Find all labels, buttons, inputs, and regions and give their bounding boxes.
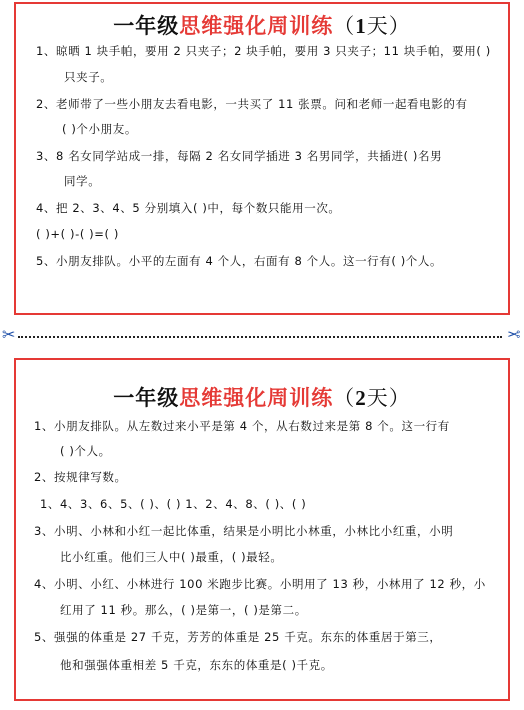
question-2-line-2: ( )个小朋友。 [62, 122, 137, 136]
title-grade: 一年级 [113, 14, 180, 38]
question-1-line-2: 只夹子。 [64, 70, 113, 84]
title-day-number: 2 [355, 386, 367, 410]
question-2-line-1: 2、老师带了一些小朋友去看电影，一共买了 11 张票。问和老师一起看电影的有 [36, 97, 468, 111]
question-1-line-1: 1、晾晒 1 块手帕，要用 2 只夹子；2 块手帕，要用 3 只夹子；11 块手帕，要用( ) [36, 44, 491, 58]
question-4-line-1: 4、把 2、3、4、5 分别填入( )中，每个数只能用一次。 [36, 201, 341, 215]
question-4-line-2: 红用了 11 秒。那么，( )是第一，( )是第二。 [60, 603, 307, 617]
scissors-icon-right: ✂ [506, 325, 520, 344]
title-day-close: 天） [366, 14, 411, 38]
scissors-icon-left: ✂ [2, 325, 16, 344]
question-4-line-1: 4、小明、小红、小林进行 100 米跑步比赛。小明用了 13 秒，小林用了 12 秒，小 [34, 577, 486, 591]
question-3-line-1: 3、小明、小林和小红一起比体重，结果是小明比小林重，小林比小红重，小明 [34, 524, 454, 538]
question-5-line-1: 5、强强的体重是 27 千克，芳芳的体重是 25 千克。东东的体重居于第三， [34, 630, 442, 644]
worksheet-title [16, 382, 508, 412]
question-5-line-2: 他和强强体重相差 5 千克，东东的体重是( )千克。 [60, 658, 333, 672]
question-3-line-2: 同学。 [64, 174, 101, 188]
worksheet-day-2 [14, 358, 510, 701]
title-topic: 思维强化周训练 [179, 14, 334, 38]
question-3-line-2: 比小红重。他们三人中( )最重，( )最轻。 [60, 550, 283, 564]
title-topic: 思维强化周训练 [179, 386, 334, 410]
worksheet-title [16, 10, 508, 40]
title-grade: 一年级 [113, 386, 180, 410]
worksheet-day-1 [14, 2, 510, 315]
title-day-open: （ [333, 14, 356, 38]
question-4-equation: ( )+( )-( )=( ) [36, 227, 119, 241]
question-1-line-1: 1、小朋友排队。从左数过来小平是第 4 个，从右数过来是第 8 个。这一行有 [34, 419, 450, 433]
question-1-line-2: ( )个人。 [60, 444, 111, 458]
title-day-number: 1 [355, 14, 367, 38]
question-2-line-1: 2、按规律写数。 [34, 470, 127, 484]
question-3-line-1: 3、8 名女同学站成一排，每隔 2 名女同学插进 3 名男同学，共插进( )名男 [36, 149, 443, 163]
title-day-open: （ [333, 386, 356, 410]
cut-line-divider [18, 336, 502, 338]
question-5-line-1: 5、小朋友排队。小平的左面有 4 个人，右面有 8 个人。这一行有( )个人。 [36, 254, 443, 268]
title-day-close: 天） [366, 386, 411, 410]
question-2-sequences: 1、4、3、6、5、( )、( ) 1、2、4、8、( )、( ) [40, 497, 307, 511]
